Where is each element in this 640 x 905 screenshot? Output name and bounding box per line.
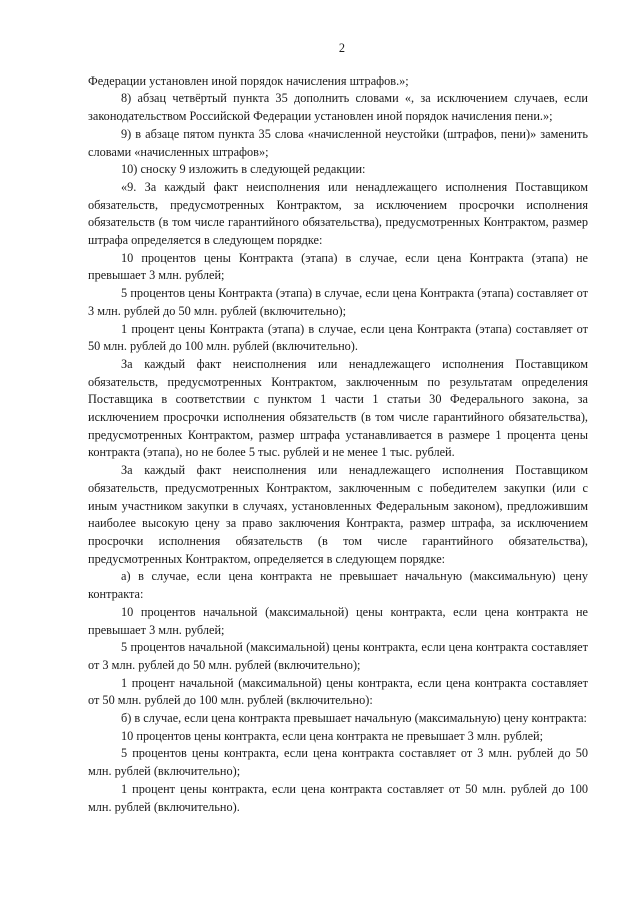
document-page bbox=[88, 40, 588, 816]
paragraph: 1 процент начальной (максимальной) цены контракта, если цена контракта составляет от 50 млн. рублей до 100 млн. рублей (включительно): bbox=[88, 675, 588, 708]
paragraph: 10 процентов цены контракта, если цена контракта не превышает 3 млн. рублей; bbox=[121, 728, 544, 743]
paragraph: 10 процентов цены Контракта (этапа) в случае, если цена Контракта (этапа) не превышает 3 млн. рублей; bbox=[88, 250, 588, 283]
paragraph: 5 процентов цены контракта, если цена контракта составляет от 3 млн. рублей до 50 млн. рублей (включительно); bbox=[88, 746, 588, 779]
paragraph: а) в случае, если цена контракта не превышает начальную (максимальную) цену контракта: bbox=[88, 569, 588, 602]
paragraph: 1 процент цены Контракта (этапа) в случае, если цена Контракта (этапа) составляет от 50 млн. рублей до 100 млн. рублей (включительно). bbox=[88, 321, 588, 354]
paragraph: 10) сноску 9 изложить в следующей редакции: bbox=[121, 162, 366, 177]
paragraph: 5 процентов цены Контракта (этапа) в случае, если цена Контракта (этапа) составляет от 3 млн. рублей до 50 млн. рублей (включительно); bbox=[88, 286, 588, 318]
paragraph: 1 процент цены контракта, если цена контракта составляет от 50 млн. рублей до 100 млн. рублей (включительно). bbox=[88, 781, 588, 814]
paragraph: 5 процентов начальной (максимальной) цены контракта, если цена контракта составляет от 3 млн. рублей до 50 млн. рублей (включительно); bbox=[88, 640, 588, 672]
paragraph: За каждый факт неисполнения или ненадлежащего исполнения Поставщиком обязательств, предусмотренных Контрактом, заключенным по результатам определения Поставщика в соответствии с пунктом 1 части 1 статьи 30 Федерального закона, за исключением просрочки исполнения обязательств (в том числе гарантийного обязательства), предусмотренных Контрактом, размер штрафа устанавливается в размере 1 процента цены контракта (этапа), но не более 5 тыс. рублей и не менее 1 тыс. рублей. bbox=[88, 356, 588, 460]
paragraph: За каждый факт неисполнения или ненадлежащего исполнения Поставщиком обязательств, предусмотренных Контрактом, заключенным с победителем закупки (или с иным участником закупки в случаях, установленных Федеральным законом), предложившим наиболее высокую цену за право заключения Контракта, размер штрафа, за исключением просрочки исполнения обязательств (в том числе гарантийного обязательства), предусмотренных Контрактом, определяется в следующем порядке: bbox=[88, 463, 588, 566]
page-number: 2 bbox=[338, 41, 346, 55]
paragraph: б) в случае, если цена контракта превышает начальную (максимальную) цену контракта: bbox=[121, 711, 587, 726]
paragraph: 9) в абзаце пятом пункта 35 слова «начисленной неустойки (штрафов, пени)» заменить словами «начисленных штрафов»; bbox=[88, 126, 588, 159]
document-body bbox=[88, 73, 588, 817]
paragraph: «9. За каждый факт неисполнения или ненадлежащего исполнения Поставщиком обязательств, предусмотренных Контрактом, за исключением просрочки исполнения обязательств (в том числе гарантийного обязательства), предусмотренных Контрактом, размер штрафа определяется в следующем порядке: bbox=[88, 179, 588, 248]
paragraph: 10 процентов начальной (максимальной) цены контракта, если цена контракта не превышает 3 млн. рублей; bbox=[88, 604, 588, 637]
paragraph: 8) абзац четвёртый пункта 35 дополнить словами «, за исключением случаев, если законодательством Российской Федерации установлен иной порядок начисления пени.»; bbox=[88, 91, 588, 124]
paragraph: Федерации установлен иной порядок начисления штрафов.»; bbox=[88, 73, 409, 88]
